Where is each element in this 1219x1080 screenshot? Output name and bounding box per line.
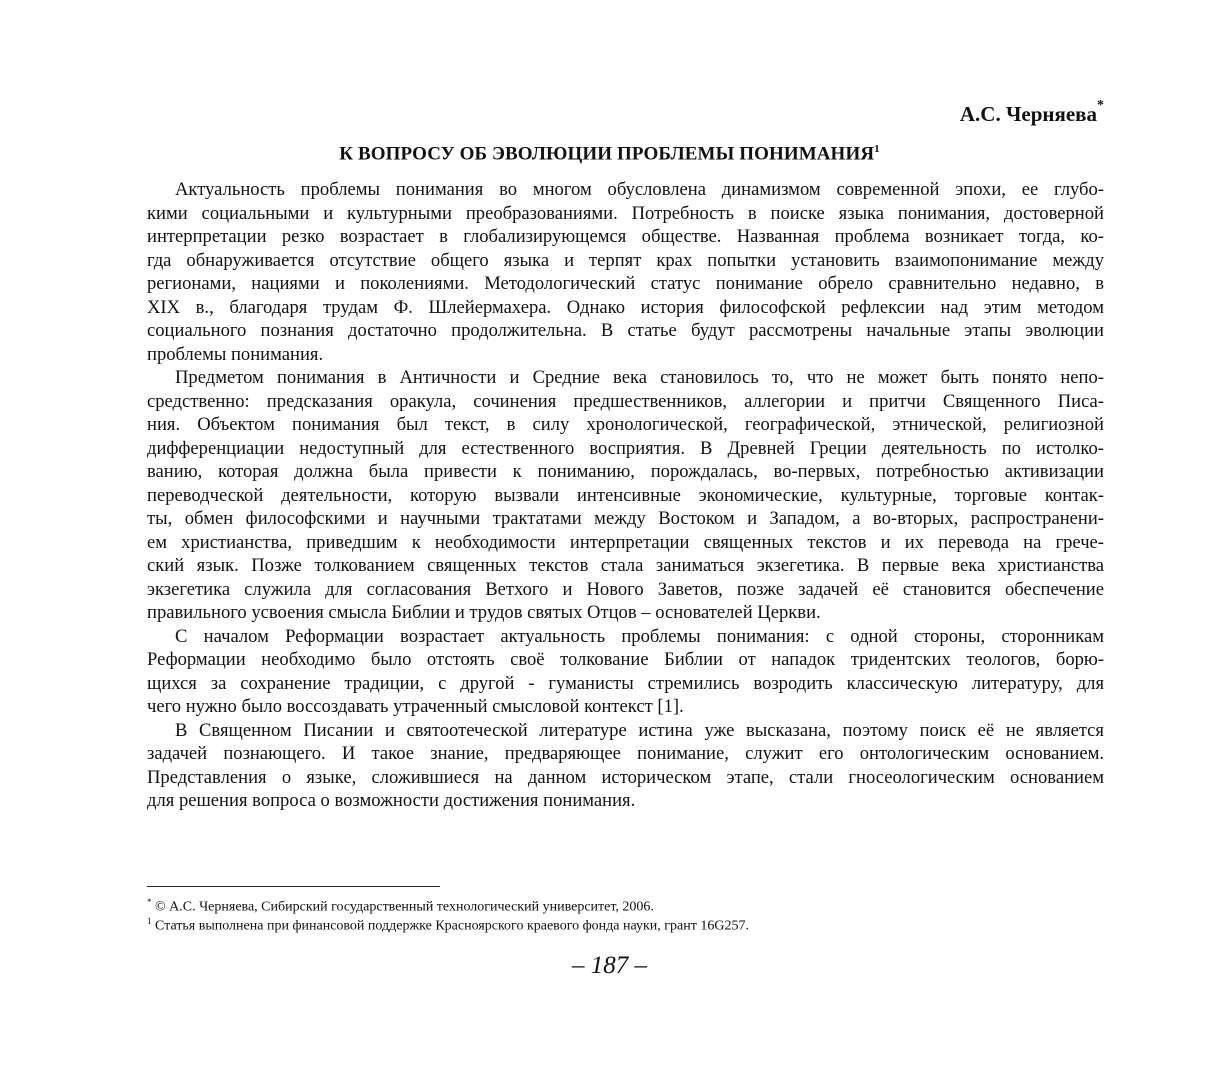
footnote-text: Статья выполнена при финансовой поддержке Красноярского краевого фонда науки, грант 16G257. <box>155 918 749 934</box>
text-line: экзегетика служила для согласования Ветхого и Нового Заветов, позже задачей её становится обеспечение <box>147 578 1104 600</box>
footnote-mark: * <box>147 897 152 907</box>
text-line: ванию, которая должна была привести к пониманию, порождалась, во-первых, потребностью активизации <box>147 461 1104 482</box>
text-line: XIX в., благодаря трудам Ф. Шлейермахера. Однако история философской рефлексии над этим методом <box>147 296 1104 318</box>
paragraph <box>147 625 1104 719</box>
paragraph <box>147 366 1104 625</box>
text-line: для решения вопроса о возможности достижения понимания. <box>147 790 636 811</box>
author-footnote-mark: * <box>1097 98 1104 113</box>
text-line: С началом Реформации возрастает актуальность проблемы понимания: с одной стороны, сторонникам <box>175 625 1104 647</box>
footnote-text: © А.С. Черняева, Сибирский государственный технологический университет, 2006. <box>155 899 654 915</box>
text-line: задачей познающего. И такое знание, предваряющее понимание, служит его онтологическим основанием. <box>147 743 1104 764</box>
paragraph <box>147 719 1104 813</box>
footnote-mark: 1 <box>147 916 152 926</box>
paragraph <box>147 178 1104 366</box>
title-footnote-mark: 1 <box>874 143 880 155</box>
article-title <box>0 143 1219 165</box>
footnote-divider <box>147 886 440 887</box>
author-name <box>959 98 1104 127</box>
text-line: Реформации необходимо было отстоять своё толкование Библии от нападок тридентских теологов, борю- <box>147 649 1104 670</box>
text-line: кими социальными и культурными преобразованиями. Потребность в поиске языка понимания, достоверной <box>147 202 1104 224</box>
text-line: чего нужно было воссоздавать утраченный смысловой контекст [1]. <box>147 696 684 717</box>
text-line: гда обнаруживается отсутствие общего языка и терпят крах попытки установить взаимопонимание между <box>147 249 1104 271</box>
text-line: социального познания достаточно продолжительна. В статье будут рассмотрены начальные этапы эволюции <box>147 320 1104 341</box>
text-line: Представления о языке, сложившиеся на данном историческом этапе, стали гносеологическим основанием <box>147 766 1104 788</box>
text-line: ем христианства, приведшим к необходимости интерпретации священных текстов и их перевода на грече- <box>147 531 1104 553</box>
text-line: дифференциации недоступный для естественного восприятия. В Древней Греции деятельность по истолко- <box>147 437 1104 459</box>
text-line: Предметом понимания в Античности и Средние века становилось то, что не может быть понято непо- <box>175 367 1104 388</box>
footnote <box>147 897 654 916</box>
text-line: средственно: предсказания оракула, сочинения предшественников, аллегории и притчи Священного Писа- <box>147 390 1104 412</box>
title-text: К ВОПРОСУ ОБ ЭВОЛЮЦИИ ПРОБЛЕМЫ ПОНИМАНИЯ <box>339 143 875 165</box>
text-line: ский язык. Позже толкованием священных текстов стала заниматься экзегетика. В первые века христианства <box>147 555 1104 576</box>
text-line: Актуальность проблемы понимания во многом обусловлена динамизмом современной эпохи, ее глубо- <box>175 179 1104 200</box>
text-line: В Священном Писании и святоотеческой литературе истина уже высказана, поэтому поиск её не является <box>175 719 1104 741</box>
text-line: переводческой деятельности, которую вызвали интенсивные экономические, культурные, торговые контак- <box>147 484 1104 506</box>
text-line: ния. Объектом понимания был текст, в силу хронологической, географической, этнической, религиозной <box>147 414 1104 435</box>
page-number: – 187 – <box>572 952 647 979</box>
text-line: ты, обмен философскими и научными трактатами между Востоком и Западом, а во-вторых, распространени- <box>147 508 1104 529</box>
text-line: правильного усвоения смысла Библии и трудов святых Отцов – основателей Церкви. <box>147 602 821 623</box>
article-body <box>147 178 1104 813</box>
text-line: щихся за сохранение традиции, с другой - гуманисты стремились возродить классическую литературу, для <box>147 672 1104 694</box>
text-line: регионами, нациями и поколениями. Методологический статус понимание обрело сравнительно недавно, в <box>147 273 1104 294</box>
author-text: А.С. Черняева <box>959 102 1097 126</box>
text-line: проблемы понимания. <box>147 343 324 365</box>
footnote <box>147 916 749 935</box>
text-line: интерпретации резко возрастает в глобализирующемся обществе. Названная проблема возникает тогда, ко- <box>147 226 1104 247</box>
